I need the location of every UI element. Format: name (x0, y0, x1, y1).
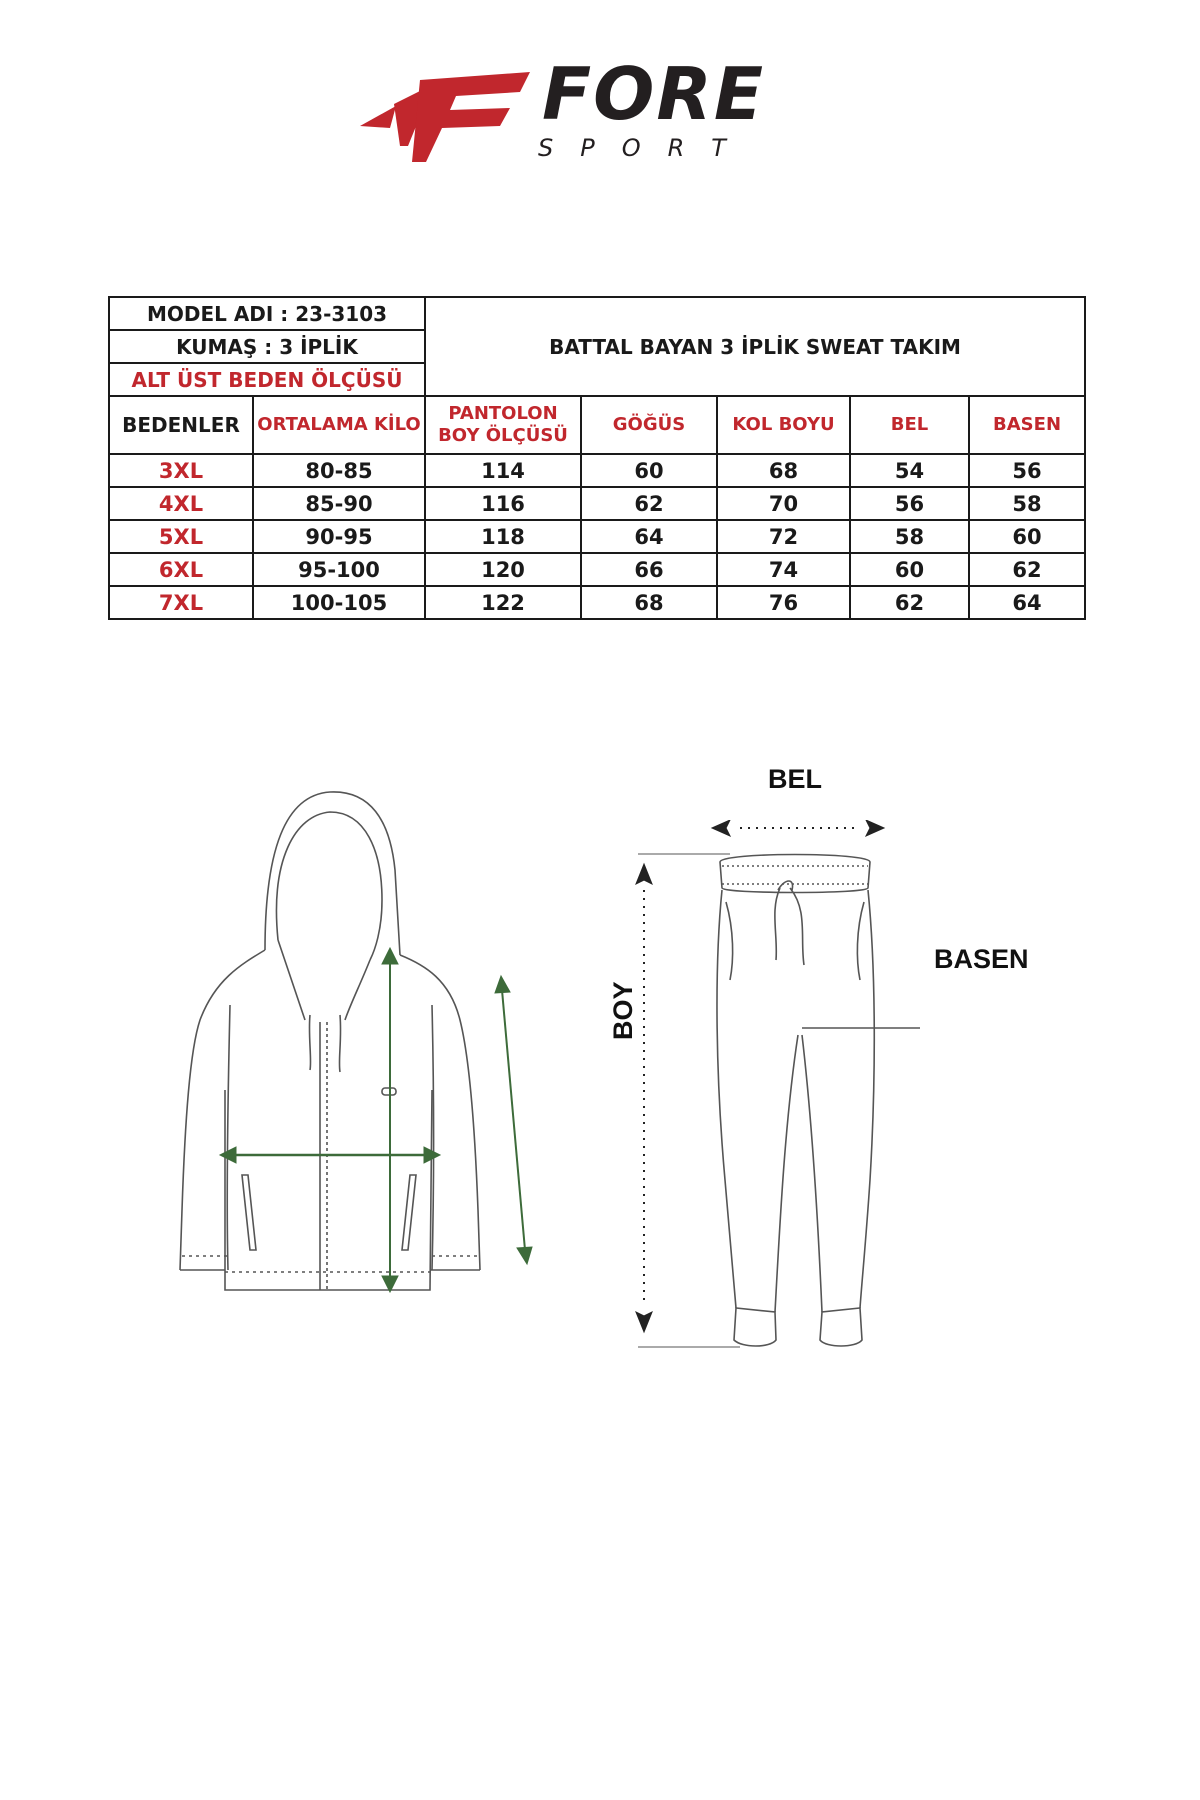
header-pants-length-line1: PANTOLON (448, 402, 558, 424)
header-chest: GÖĞÜS (581, 396, 717, 454)
cell-waist: 62 (850, 586, 969, 619)
table-row (109, 487, 1085, 520)
cell-weight: 95-100 (253, 553, 425, 586)
cell-hip: 60 (969, 520, 1085, 553)
header-waist: BEL (850, 396, 969, 454)
cell-length: 114 (425, 454, 581, 487)
cell-waist: 54 (850, 454, 969, 487)
cell-length: 118 (425, 520, 581, 553)
length-label: BOY (608, 981, 638, 1040)
cell-chest: 66 (581, 553, 717, 586)
chest-measure-arrow (220, 1147, 440, 1163)
sleeve-length-arrow (495, 976, 532, 1264)
measurement-diagrams (0, 740, 1200, 1360)
cell-waist: 58 (850, 520, 969, 553)
cell-hip: 58 (969, 487, 1085, 520)
table-row (109, 520, 1085, 553)
pants-length-arrow (636, 864, 652, 1332)
fore-wing-logo-icon (360, 66, 530, 166)
cell-hip: 64 (969, 586, 1085, 619)
cell-sleeve: 72 (717, 520, 850, 553)
header-hip: BASEN (969, 396, 1085, 454)
model-name-cell: MODEL ADI : 23-3103 (109, 297, 425, 330)
cell-sleeve: 74 (717, 553, 850, 586)
brand-name: FORE (542, 52, 766, 136)
body-length-arrow (382, 948, 398, 1292)
cell-hip: 62 (969, 553, 1085, 586)
brand-logo (360, 52, 800, 168)
cell-size: 7XL (109, 586, 253, 619)
header-sizes: BEDENLER (109, 396, 253, 454)
table-row (109, 586, 1085, 619)
cell-sleeve: 68 (717, 454, 850, 487)
header-pants-length-line2: BOY ÖLÇÜSÜ (438, 425, 568, 446)
hoodie-jacket-illustration (170, 790, 550, 1350)
cell-weight: 80-85 (253, 454, 425, 487)
product-title-cell: BATTAL BAYAN 3 İPLİK SWEAT TAKIM (425, 297, 1085, 396)
hip-label: BASEN (934, 944, 1029, 974)
cell-size: 3XL (109, 454, 253, 487)
cell-size: 6XL (109, 553, 253, 586)
table-row (109, 454, 1085, 487)
cell-weight: 100-105 (253, 586, 425, 619)
cell-weight: 85-90 (253, 487, 425, 520)
cell-chest: 64 (581, 520, 717, 553)
fabric-cell: KUMAŞ : 3 İPLİK (109, 330, 425, 363)
waist-label: BEL (768, 764, 822, 794)
cell-weight: 90-95 (253, 520, 425, 553)
jogger-pants-illustration (630, 820, 950, 1360)
cell-sleeve: 76 (717, 586, 850, 619)
cell-chest: 60 (581, 454, 717, 487)
cell-waist: 60 (850, 553, 969, 586)
table-header-row (109, 396, 1085, 454)
cell-chest: 68 (581, 586, 717, 619)
waist-measure-arrow (712, 820, 884, 836)
cell-chest: 62 (581, 487, 717, 520)
brand-subline: SPORT (538, 134, 753, 162)
cell-length: 120 (425, 553, 581, 586)
header-pants-length (425, 396, 581, 454)
size-note-cell: ALT ÜST BEDEN ÖLÇÜSÜ (109, 363, 425, 396)
header-sleeve: KOL BOYU (717, 396, 850, 454)
size-chart-table (108, 296, 1086, 620)
cell-waist: 56 (850, 487, 969, 520)
cell-sleeve: 70 (717, 487, 850, 520)
cell-size: 5XL (109, 520, 253, 553)
cell-hip: 56 (969, 454, 1085, 487)
cell-size: 4XL (109, 487, 253, 520)
cell-length: 116 (425, 487, 581, 520)
header-avg-weight: ORTALAMA KİLO (253, 396, 425, 454)
table-row (109, 553, 1085, 586)
cell-length: 122 (425, 586, 581, 619)
